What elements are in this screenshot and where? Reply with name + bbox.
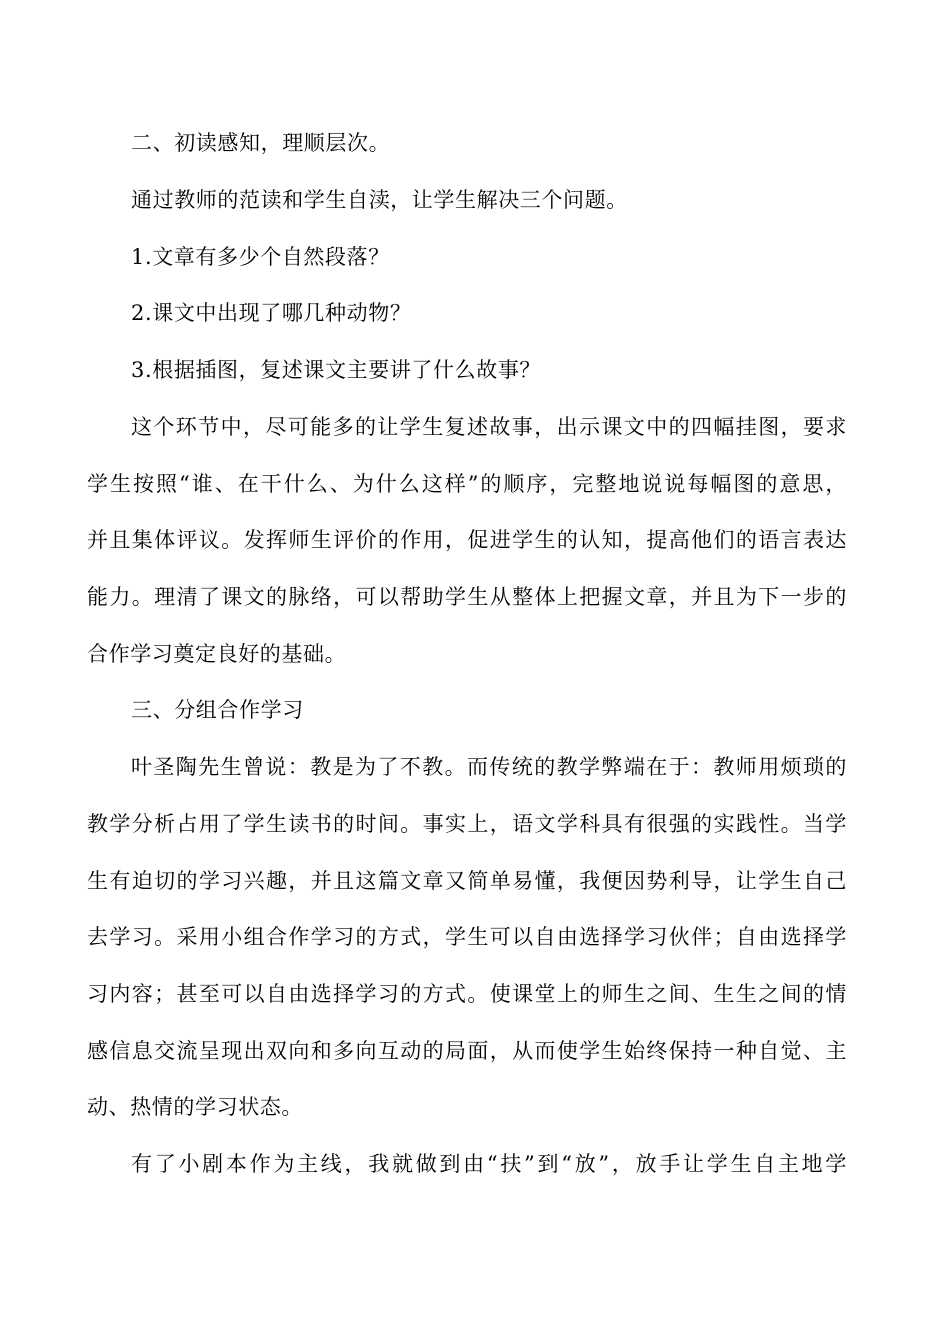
paragraph-line: 去学习。采用小组合作学习的方式，学生可以自由选择学习伙伴；自由选择学 — [87, 925, 847, 949]
paragraph-line: 动、热情的学习状态。 — [87, 1095, 303, 1119]
section-heading-2: 二、初读感知，理顺层次。 — [131, 131, 391, 155]
question-1: 1.文章有多少个自然段落？ — [131, 245, 390, 269]
paragraph-line: 叶圣陶先生曾说：教是为了不教。而传统的教学弊端在于：教师用烦琐的 — [131, 755, 847, 779]
paragraph-line: 习内容；甚至可以自由选择学习的方式。使课堂上的师生之间、生生之间的情 — [87, 982, 847, 1006]
paragraph-line: 有了小剧本作为主线，我就做到由“扶”到“放”，放手让学生自主地学 — [131, 1152, 847, 1176]
paragraph-line: 能力。理清了课文的脉络，可以帮助学生从整体上把握文章，并且为下一步的 — [87, 585, 847, 609]
question-2: 2.课文中出现了哪几种动物？ — [131, 301, 412, 325]
paragraph-line: 合作学习奠定良好的基础。 — [87, 642, 347, 666]
paragraph-line: 教学分析占用了学生读书的时间。事实上，语文学科具有很强的实践性。当学 — [87, 812, 847, 836]
paragraph-line: 感信息交流呈现出双向和多向互动的局面，从而使学生始终保持一种自觉、主 — [87, 1039, 847, 1063]
question-3: 3.根据插图，复述课文主要讲了什么故事？ — [131, 358, 542, 382]
paragraph-line: 通过教师的范读和学生自渎，让学生解决三个问题。 — [131, 188, 628, 212]
paragraph-line: 学生按照“谁、在干什么、为什么这样”的顺序，完整地说说每幅图的意思， — [87, 472, 847, 496]
paragraph-line: 这个环节中，尽可能多的让学生复述故事，出示课文中的四幅挂图，要求 — [131, 415, 847, 439]
section-heading-3: 三、分组合作学习 — [131, 698, 304, 722]
paragraph-line: 生有迫切的学习兴趣，并且这篇文章又简单易懂，我便因势利导，让学生自己 — [87, 869, 847, 893]
paragraph-line: 并且集体评议。发挥师生评价的作用，促进学生的认知，提高他们的语言表达 — [87, 528, 847, 552]
